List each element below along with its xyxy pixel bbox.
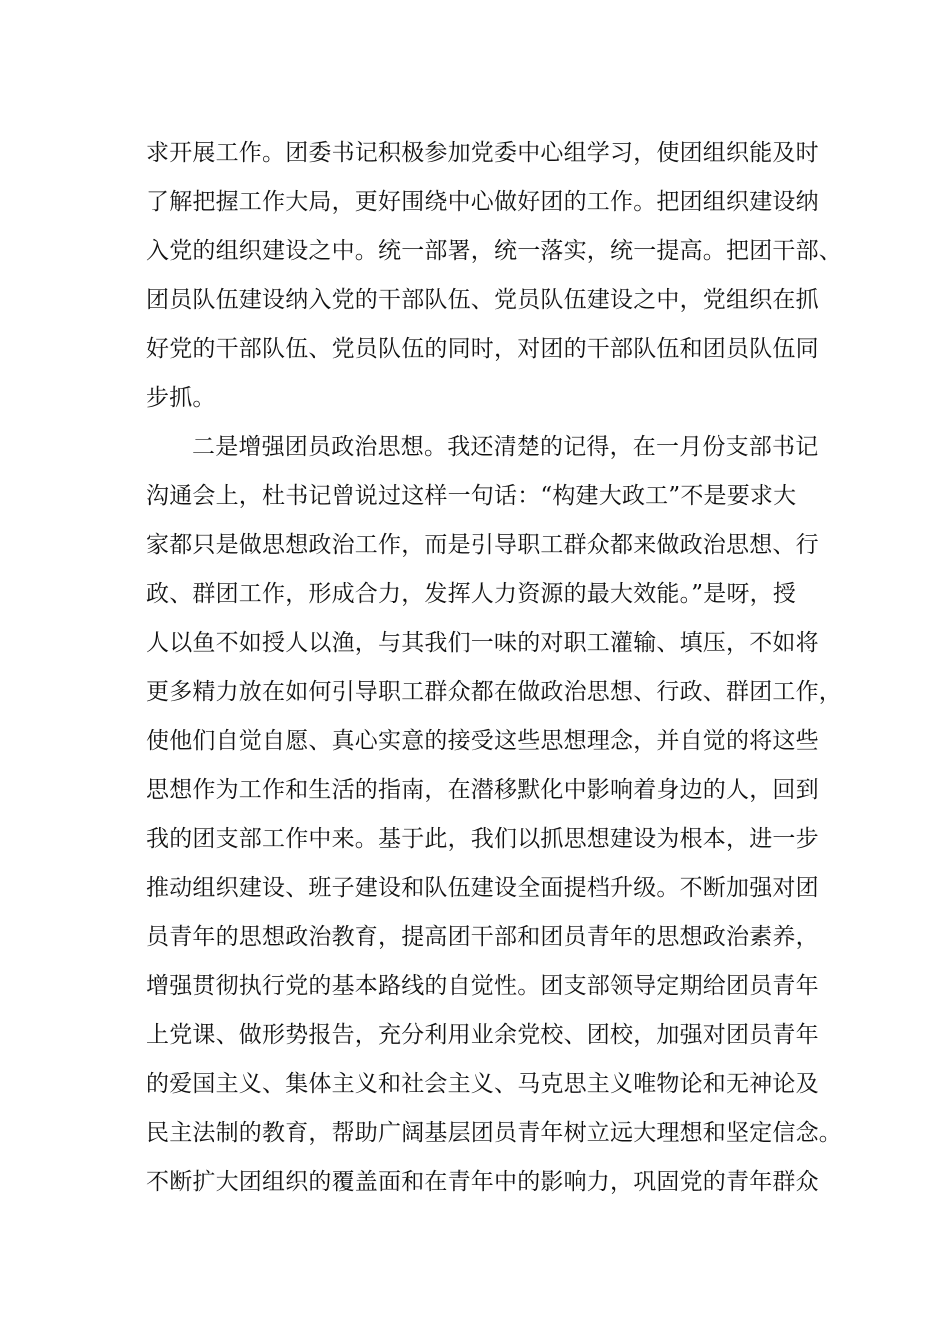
text-line: 上党课、做形势报告，充分利用业余党校、团校，加强对团员青年 — [146, 1022, 819, 1048]
text-line: 使他们自觉自愿、真心实意的接受这些思想理念，并自觉的将这些 — [146, 728, 819, 754]
text-line: 的爱国主义、集体主义和社会主义、马克思主义唯物论和无神论及 — [146, 1071, 819, 1097]
text-line: 团员队伍建设纳入党的干部队伍、党员队伍建设之中，党组织在抓 — [146, 287, 819, 313]
paragraph-start-line: 二是增强团员政治思想。我还清楚的记得，在一月份支部书记 — [192, 434, 819, 460]
text-line: 民主法制的教育，帮助广阔基层团员青年树立远大理想和坚定信念。 — [146, 1120, 842, 1146]
text-line: 政、群团工作，形成合力，发挥人力资源的最大效能。”是呀，授 — [146, 581, 797, 607]
text-line: 好党的干部队伍、党员队伍的同时，对团的干部队伍和团员队伍同 — [146, 336, 819, 362]
text-line: 推动组织建设、班子建设和队伍建设全面提档升级。不断加强对团 — [146, 875, 819, 901]
text-line: 步抓。 — [146, 385, 216, 411]
text-line: 了解把握工作大局，更好围绕中心做好团的工作。把团组织建设纳 — [146, 189, 819, 215]
text-line: 我的团支部工作中来。基于此，我们以抓思想建设为根本，进一步 — [146, 826, 819, 852]
text-line: 入党的组织建设之中。统一部署，统一落实，统一提高。把团干部、 — [146, 238, 842, 264]
text-line: 增强贯彻执行党的基本路线的自觉性。团支部领导定期给团员青年 — [146, 973, 819, 999]
text-line: 求开展工作。团委书记积极参加党委中心组学习，使团组织能及时 — [146, 140, 819, 166]
text-line: 不断扩大团组织的覆盖面和在青年中的影响力，巩固党的青年群众 — [146, 1169, 819, 1195]
text-line: 人以鱼不如授人以渔，与其我们一味的对职工灌输、填压，不如将 — [146, 630, 819, 656]
text-line: 家都只是做思想政治工作，而是引导职工群众都来做政治思想、行 — [146, 532, 819, 558]
text-line: 更多精力放在如何引导职工群众都在做政治思想、行政、群团工作， — [146, 679, 842, 705]
text-line: 沟通会上，杜书记曾说过这样一句话：“构建大政工”不是要求大 — [146, 483, 797, 509]
text-line: 员青年的思想政治教育，提高团干部和团员青年的思想政治素养， — [146, 924, 819, 950]
text-line: 思想作为工作和生活的指南，在潜移默化中影响着身边的人，回到 — [146, 777, 819, 803]
body-text — [146, 129, 846, 1207]
